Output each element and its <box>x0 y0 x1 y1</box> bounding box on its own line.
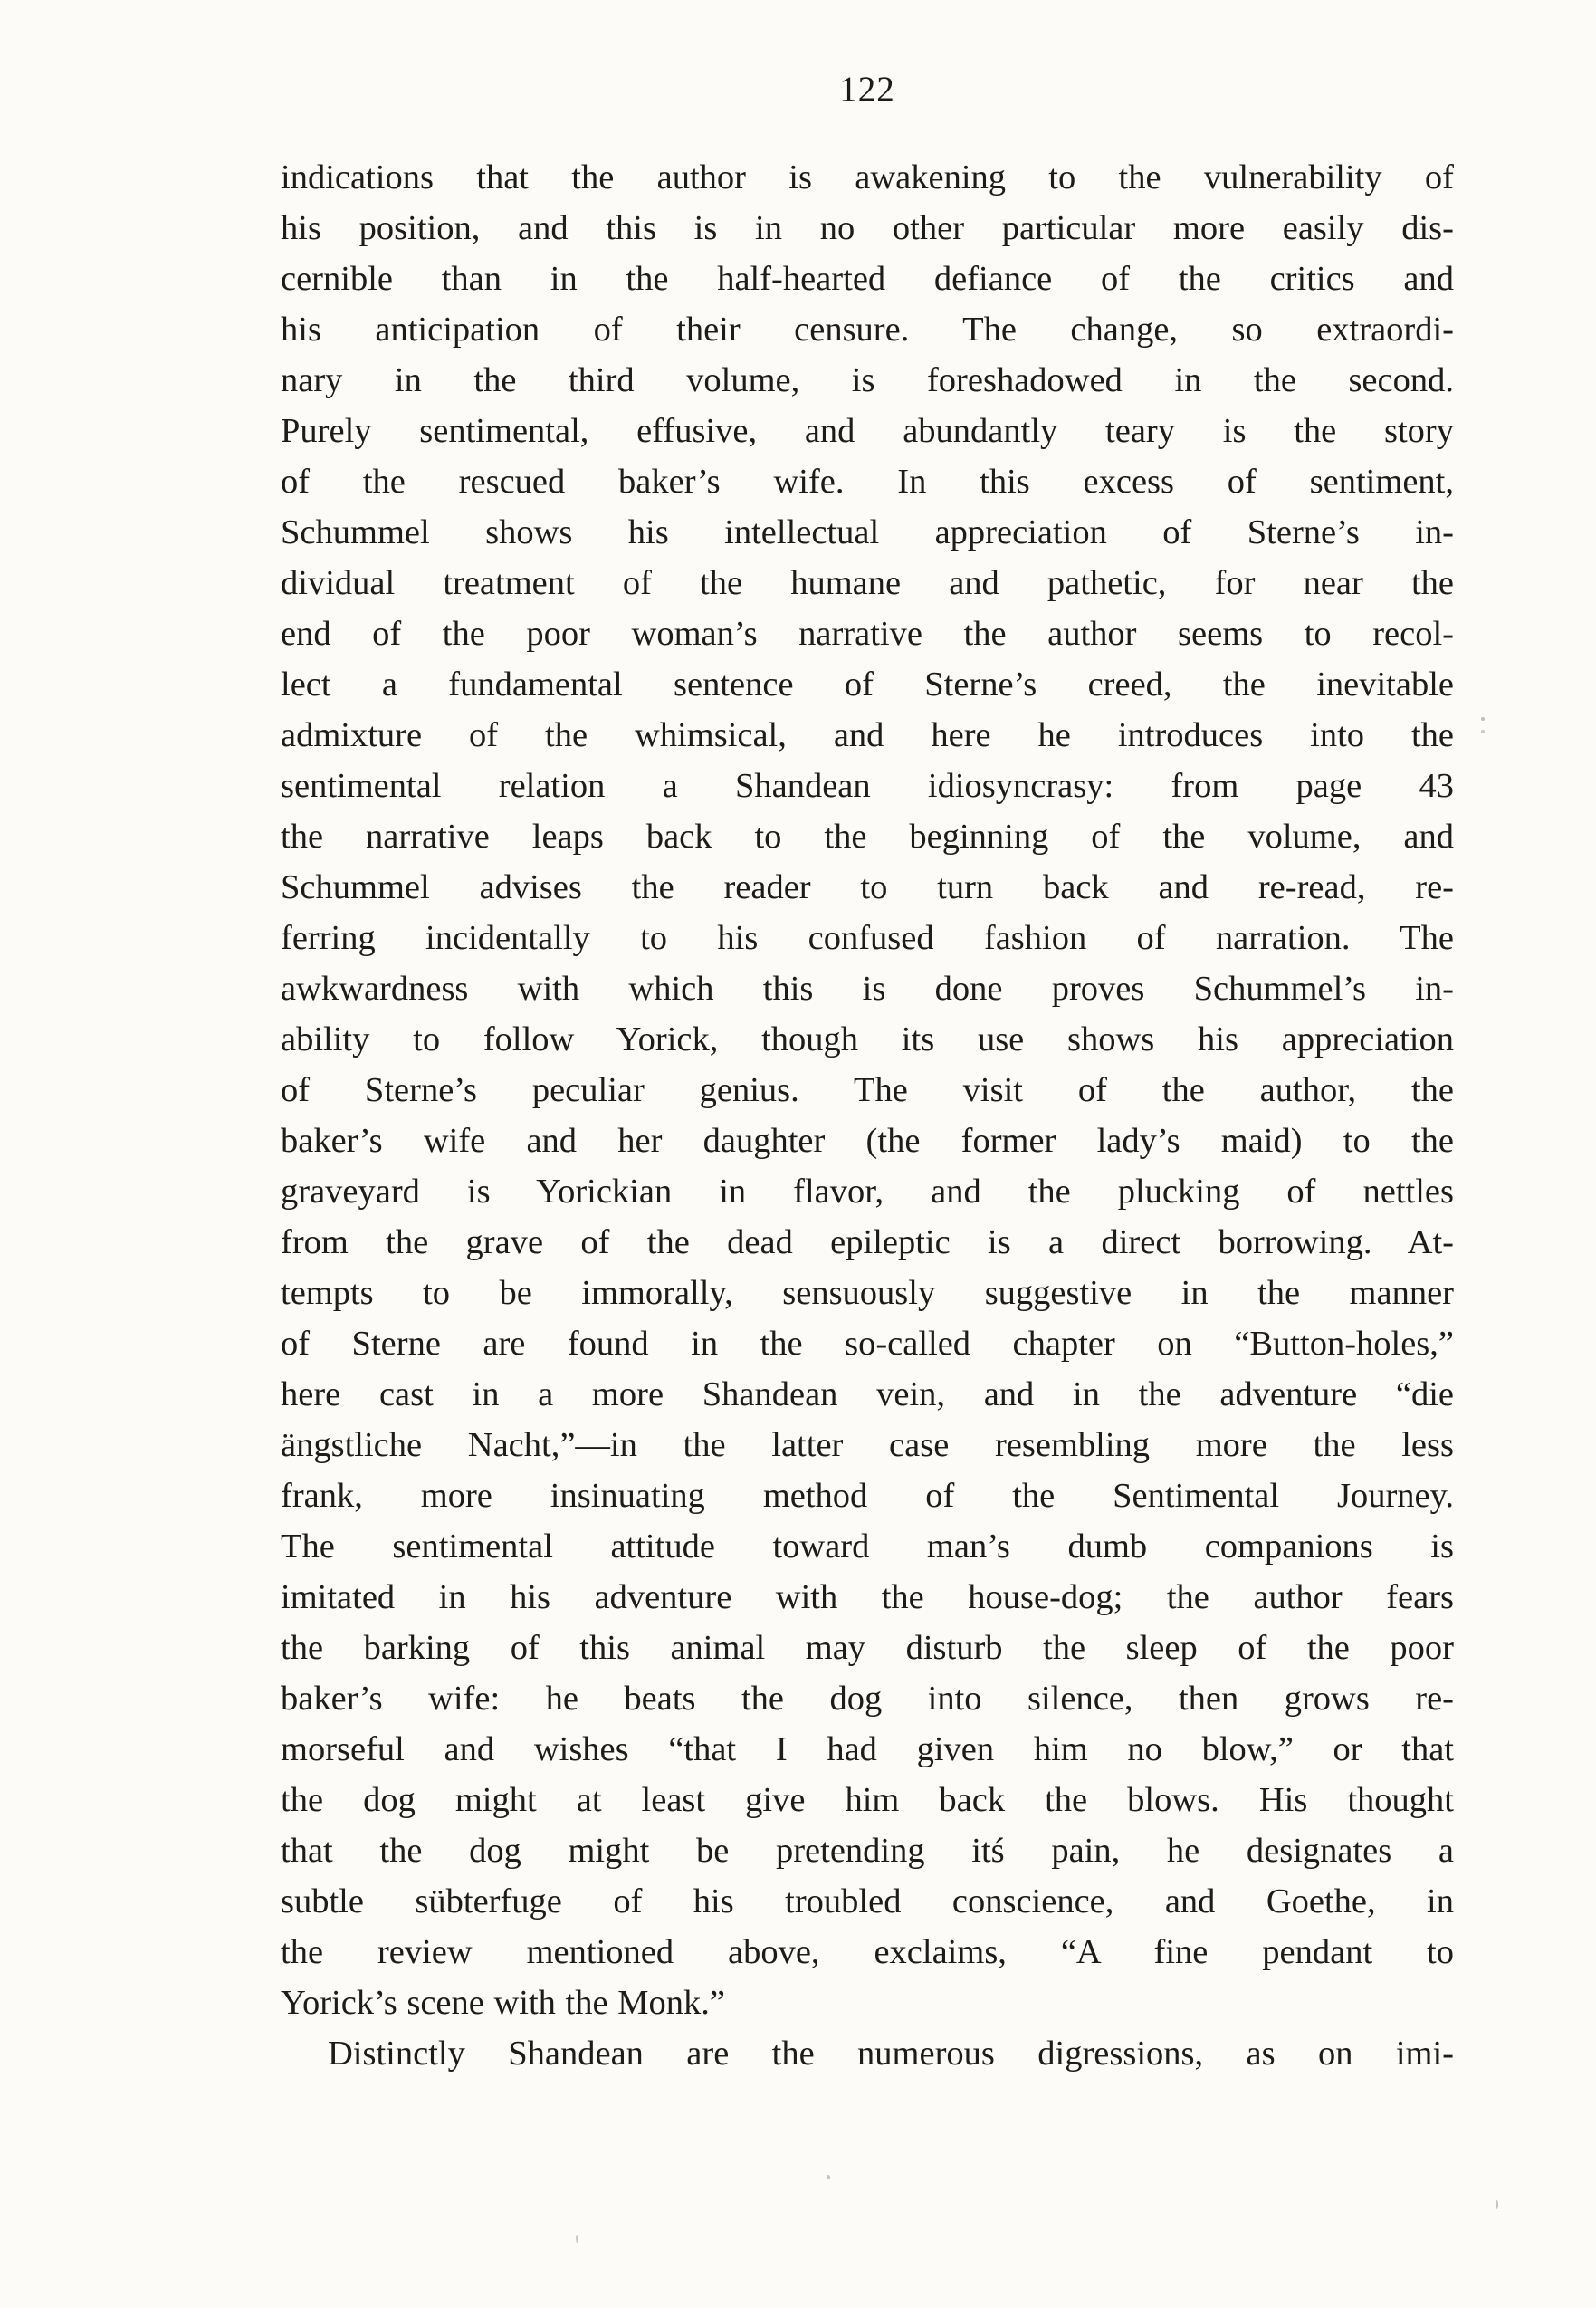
text-line: the barking of this animal may disturb the sleep of the poor <box>281 1629 1454 1667</box>
text-line: The sentimental attitude toward man’s dumb companions is <box>281 1527 1454 1566</box>
text-line: of Sterne’s peculiar genius. The visit of the author, the <box>281 1071 1454 1109</box>
text-line: imitated in his adventure with the house-dog; the author fears <box>281 1578 1454 1616</box>
text-line: ability to follow Yorick, though its use shows his appreciation <box>281 1020 1454 1058</box>
text-line: sentimental relation a Shandean idiosyncrasy: from page 43 <box>281 767 1454 805</box>
text-line: the review mentioned above, exclaims, “A fine pendant to <box>281 1933 1454 1971</box>
text-line: Yorick’s scene with the Monk.” <box>281 1984 725 2022</box>
text-line: nary in the third volume, is foreshadowed in the second. <box>281 361 1454 399</box>
scan-speck <box>1481 717 1485 721</box>
text-line: the narrative leaps back to the beginning of the volume, and <box>281 818 1454 856</box>
text-line: of Sterne are found in the so-called chapter on “Button-holes,” <box>281 1325 1454 1363</box>
text-line: ferring incidentally to his confused fashion of narration. The <box>281 919 1454 957</box>
text-line: indications that the author is awakening to the vulnerability of <box>281 158 1454 196</box>
text-line: awkwardness with which this is done proves Schummel’s in- <box>281 970 1454 1008</box>
text-line: Distinctly Shandean are the numerous digressions, as on imi- <box>328 2035 1454 2073</box>
scan-speck <box>1481 730 1485 733</box>
text-line: from the grave of the dead epileptic is a direct borrowing. At- <box>281 1223 1454 1261</box>
text-line: frank, more insinuating method of the Sentimental Journey. <box>281 1477 1454 1515</box>
text-line: ängstliche Nacht,”—in the latter case resembling more the less <box>281 1426 1454 1464</box>
text-line: baker’s wife and her daughter (the former lady’s maid) to the <box>281 1122 1454 1160</box>
scan-speck <box>1496 2200 1498 2209</box>
scan-speck <box>827 2175 830 2179</box>
text-line: admixture of the whimsical, and here he introduces into the <box>281 716 1454 754</box>
text-line: Schummel advises the reader to turn back and re-read, re- <box>281 868 1454 906</box>
text-line: Purely sentimental, effusive, and abundantly teary is the story <box>281 412 1454 450</box>
body-text <box>281 152 1454 2079</box>
text-line: graveyard is Yorickian in flavor, and the plucking of nettles <box>281 1173 1454 1211</box>
text-line: his anticipation of their censure. The change, so extraordi- <box>281 311 1454 349</box>
text-line: of the rescued baker’s wife. In this excess of sentiment, <box>281 463 1454 501</box>
text-line: cernible than in the half-hearted defiance of the critics and <box>281 260 1454 298</box>
text-line: dividual treatment of the humane and pathetic, for near the <box>281 564 1454 602</box>
text-line: here cast in a more Shandean vein, and in the adventure “die <box>281 1375 1454 1413</box>
text-line: baker’s wife: he beats the dog into silence, then grows re- <box>281 1680 1454 1718</box>
text-line: Schummel shows his intellectual appreciation of Sterne’s in- <box>281 513 1454 551</box>
scan-speck <box>576 2235 578 2243</box>
text-line: that the dog might be pretending itś pain, he designates a <box>281 1832 1454 1870</box>
text-line: lect a fundamental sentence of Sterne’s creed, the inevitable <box>281 666 1454 704</box>
text-line: morseful and wishes “that I had given him no blow,” or that <box>281 1730 1454 1768</box>
text-line: end of the poor woman’s narrative the author seems to recol- <box>281 615 1454 653</box>
text-line: subtle sübterfuge of his troubled conscience, and Goethe, in <box>281 1882 1454 1920</box>
text-line: tempts to be immorally, sensuously suggestive in the manner <box>281 1274 1454 1312</box>
page-number: 122 <box>839 70 895 109</box>
text-line: his position, and this is in no other particular more easily dis- <box>281 209 1454 247</box>
text-line: the dog might at least give him back the blows. His thought <box>281 1781 1454 1819</box>
